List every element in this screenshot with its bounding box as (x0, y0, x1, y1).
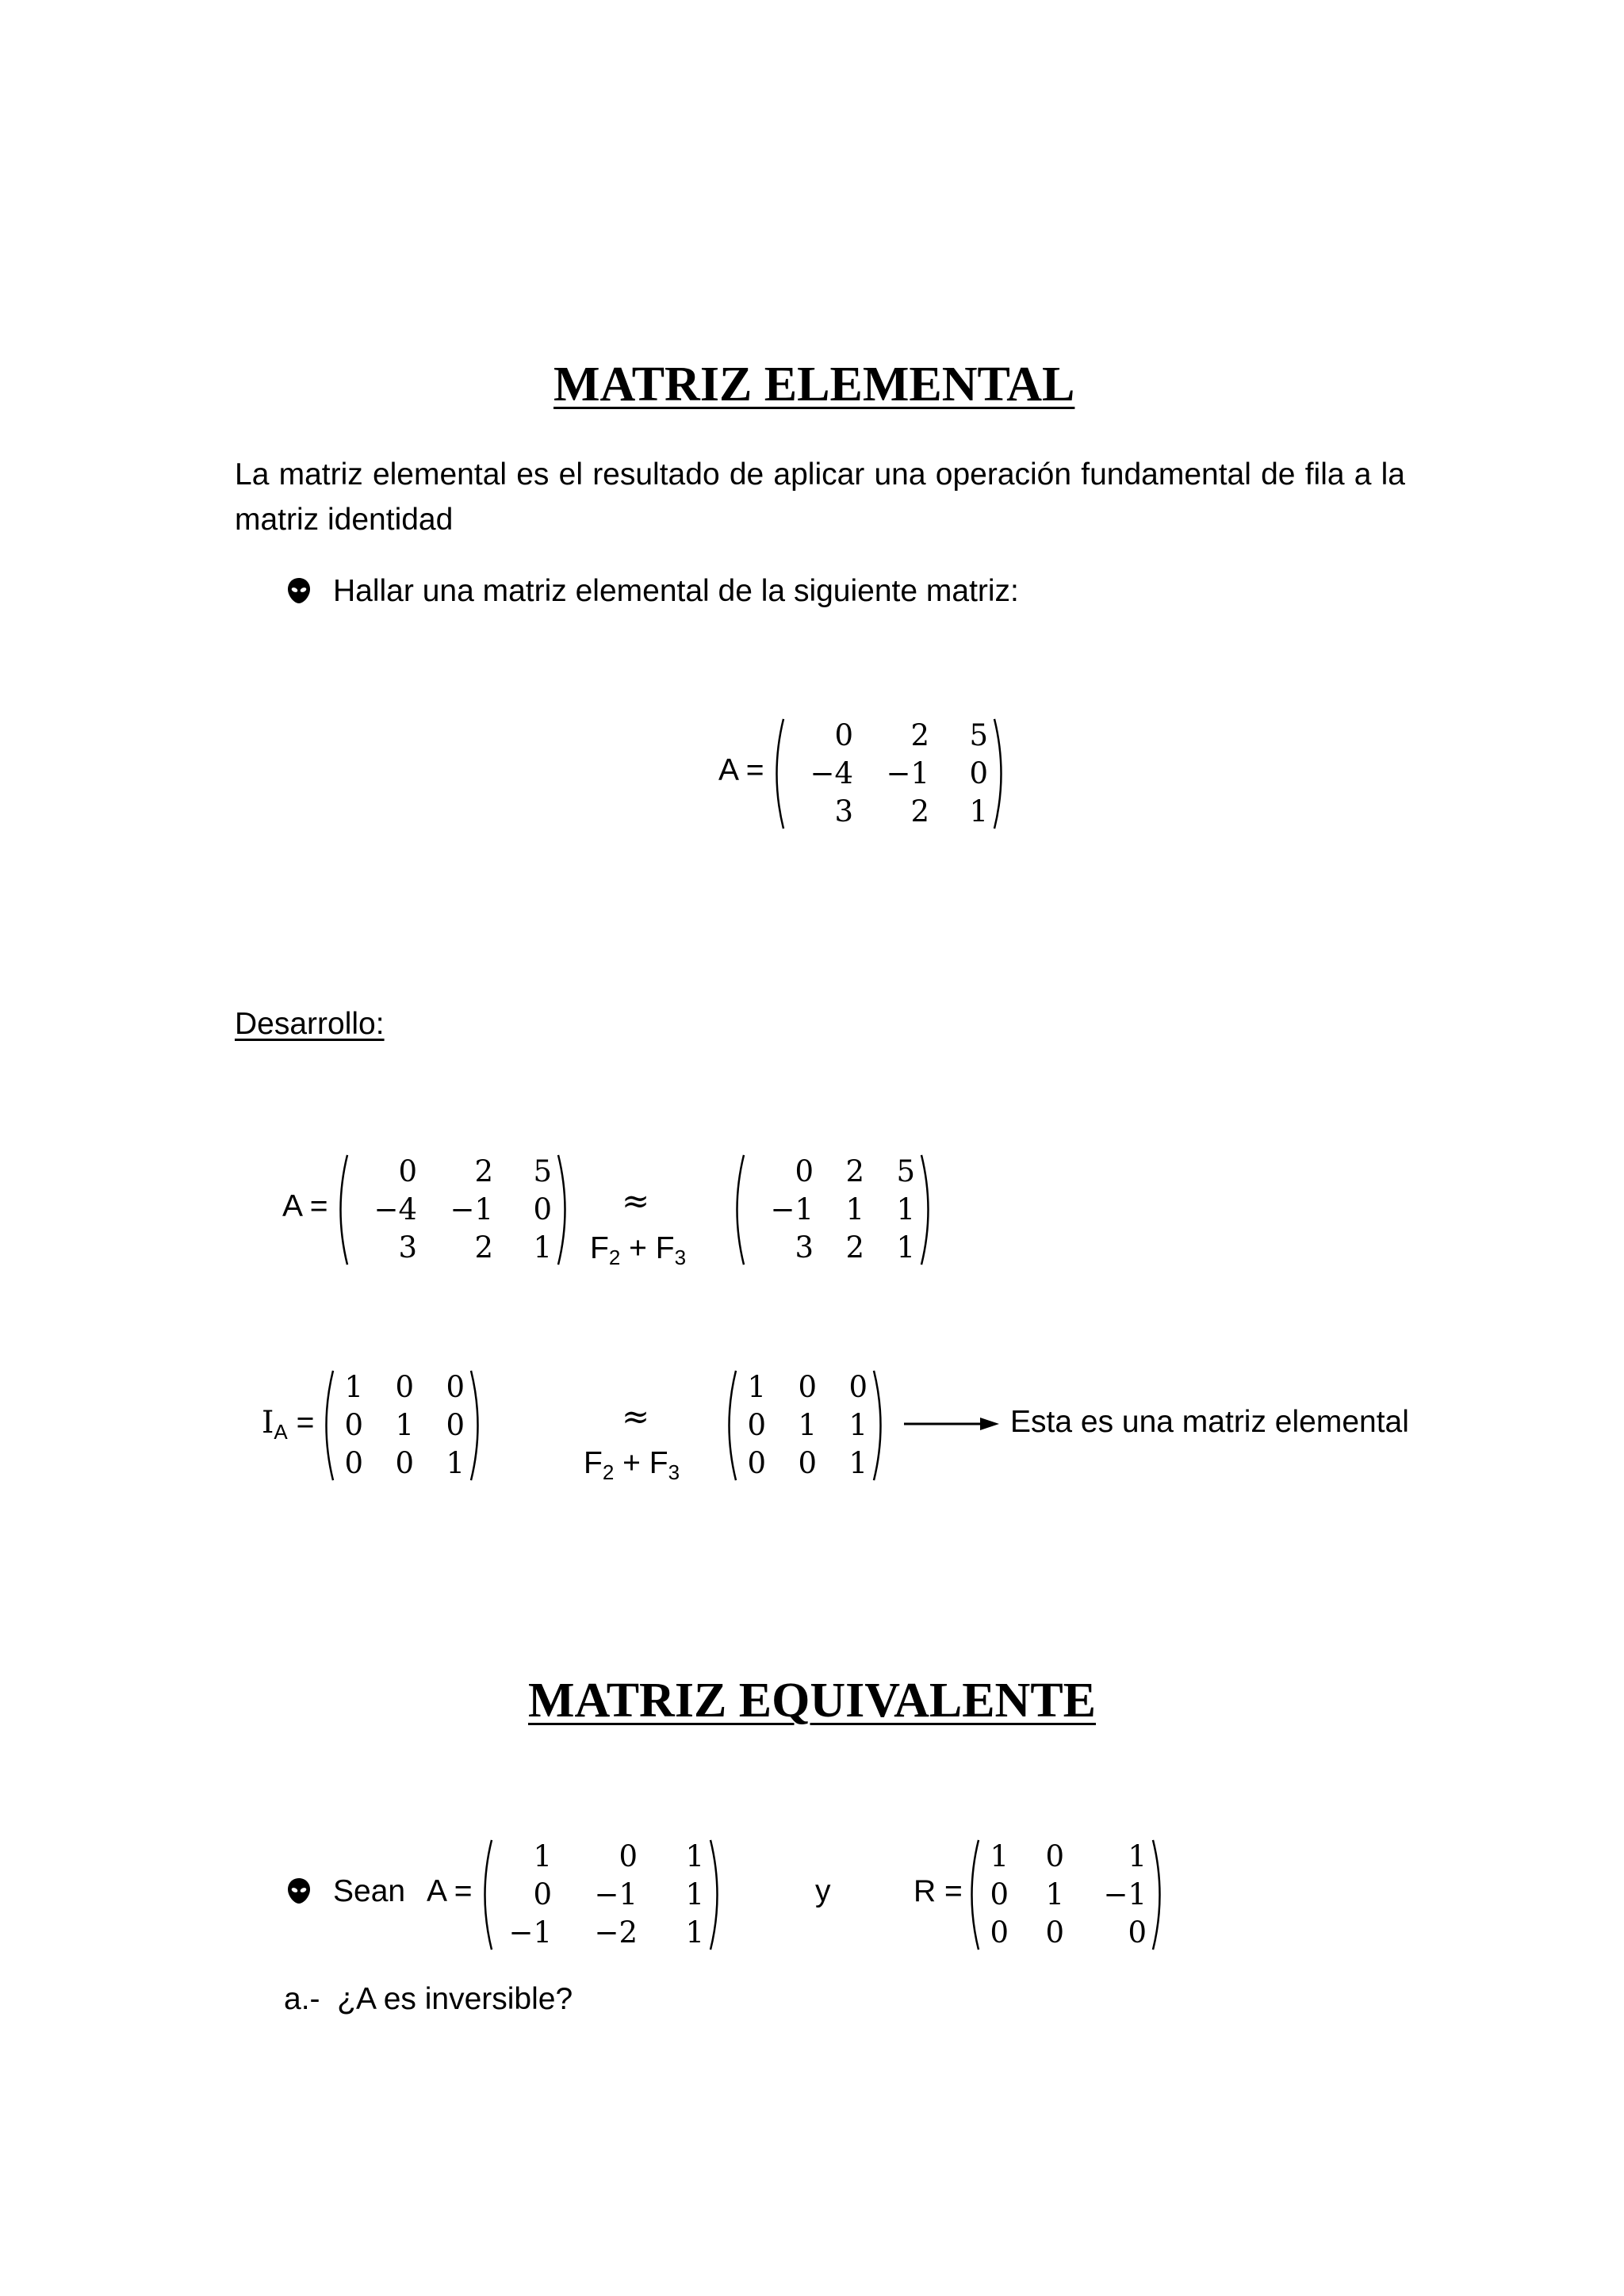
matrix-cell: −2 (594, 1915, 638, 1950)
left-paren-icon (963, 1838, 982, 1952)
matrix-cell: 2 (474, 1230, 493, 1265)
matrix-cell: 0 (848, 1370, 868, 1404)
matrix-cell: 2 (845, 1154, 864, 1188)
right-paren-icon (468, 1368, 487, 1483)
definition-paragraph: La matriz elemental es el resultado de aplicar una operación fundamental de fila a la matriz identidad (235, 457, 1405, 537)
right-paren-icon (707, 1838, 726, 1952)
left-paren-icon (768, 717, 787, 831)
op-plus: + F (614, 1446, 668, 1480)
matrix-cell: 0 (398, 1154, 417, 1188)
matrix-cell: 1 (896, 1230, 915, 1265)
matrix-cell: 1 (848, 1408, 868, 1442)
matrix-cell: −1 (886, 756, 929, 790)
matrix-cell: 2 (845, 1230, 864, 1265)
matrix-cell: −1 (508, 1915, 552, 1950)
eq-matrix-r (963, 1838, 1169, 1952)
step2-left-label (262, 1405, 314, 1445)
matrix-cell: 0 (747, 1446, 766, 1480)
step1-operation (590, 1231, 686, 1270)
right-paren-icon (871, 1368, 890, 1483)
matrix-cell: 1 (344, 1370, 363, 1404)
right-arrow-icon (904, 1414, 999, 1433)
matrix-a-label: A = (718, 753, 764, 787)
matrix-cell: 1 (395, 1408, 414, 1442)
eq-matrix-a-label: A = (427, 1874, 473, 1908)
op-plus: + F (620, 1231, 675, 1265)
conjunction-y: y (815, 1874, 831, 1908)
left-paren-icon (331, 1153, 350, 1267)
identity-sub: A (274, 1420, 288, 1444)
eq-matrix-a-grid (495, 1838, 707, 1952)
right-paren-icon (991, 717, 1010, 831)
task-bullet (287, 577, 311, 608)
step1-approx: ≈ (622, 1181, 650, 1220)
matrix-cell: 0 (798, 1370, 817, 1404)
matrix-cell: 1 (798, 1408, 817, 1442)
sean-text: Sean (333, 1874, 406, 1908)
eq-matrix-a (476, 1838, 726, 1952)
step2-left-grid (336, 1368, 468, 1483)
matrix-cell: −4 (373, 1192, 417, 1226)
matrix-cell: 1 (685, 1877, 704, 1911)
matrix-cell: 0 (395, 1446, 414, 1480)
step1-left-matrix (331, 1153, 574, 1267)
matrix-cell: 0 (395, 1370, 414, 1404)
matrix-cell: 2 (910, 794, 929, 828)
op-f: F (590, 1231, 609, 1265)
eq-matrix-r-label: R = (914, 1874, 963, 1908)
matrix-cell: 1 (685, 1915, 704, 1950)
identity-eq: = (287, 1406, 315, 1440)
matrix-cell: 1 (685, 1839, 704, 1873)
left-paren-icon (720, 1368, 739, 1483)
matrix-cell: 0 (795, 1154, 814, 1188)
matrix-cell: 2 (910, 718, 929, 752)
step2-right-matrix (720, 1368, 890, 1483)
alien-bullet-icon (287, 1877, 311, 1904)
matrix-cell: 0 (446, 1370, 465, 1404)
matrix-cell: 0 (1128, 1915, 1147, 1950)
step2-approx: ≈ (622, 1397, 650, 1436)
matrix-cell: 0 (1045, 1839, 1064, 1873)
op-sub: 3 (674, 1246, 687, 1269)
right-paren-icon (918, 1153, 937, 1267)
elemental-note: Esta es una matriz elemental (1010, 1405, 1409, 1439)
matrix-cell: −4 (810, 756, 853, 790)
matrix-cell: 1 (845, 1192, 864, 1226)
matrix-cell: −1 (770, 1192, 814, 1226)
step2-left-matrix (317, 1368, 487, 1483)
matrix-cell: 0 (969, 756, 988, 790)
op-sub: 3 (668, 1460, 680, 1484)
matrix-cell: 0 (533, 1192, 552, 1226)
matrix-cell: 0 (990, 1915, 1009, 1950)
development-label: Desarrollo: (235, 1007, 385, 1041)
matrix-cell: 3 (834, 794, 853, 828)
right-paren-icon (1150, 1838, 1169, 1952)
matrix-cell: 0 (446, 1408, 465, 1442)
step1-left-label: A = (282, 1189, 328, 1223)
op-f: F (584, 1446, 603, 1480)
matrix-cell: −1 (450, 1192, 493, 1226)
step2-right-grid (739, 1368, 871, 1483)
task-text: Hallar una matriz elemental de la siguiente matriz: (333, 574, 1019, 608)
matrix-a-grid (787, 717, 991, 831)
matrix-cell: 2 (474, 1154, 493, 1188)
title-matriz-equivalente: MATRIZ EQUIVALENTE (528, 1674, 1097, 1728)
matrix-cell: 1 (990, 1839, 1009, 1873)
matrix-cell: 3 (795, 1230, 814, 1265)
matrix-cell: 0 (344, 1446, 363, 1480)
matrix-cell: −1 (594, 1877, 638, 1911)
step2-operation (584, 1446, 680, 1485)
matrix-cell: 1 (896, 1192, 915, 1226)
matrix-cell: 0 (533, 1877, 552, 1911)
matrix-cell: 1 (848, 1446, 868, 1480)
step1-right-grid (747, 1153, 918, 1267)
matrix-cell: 5 (896, 1154, 915, 1188)
matrix-cell: 1 (1128, 1839, 1147, 1873)
matrix-a (768, 717, 1010, 831)
left-paren-icon (317, 1368, 336, 1483)
title-matriz-elemental: MATRIZ ELEMENTAL (553, 358, 1075, 411)
matrix-cell: 5 (533, 1154, 552, 1188)
matrix-cell: 5 (969, 718, 988, 752)
matrix-cell: 1 (533, 1230, 552, 1265)
matrix-cell: 0 (798, 1446, 817, 1480)
matrix-cell: 1 (533, 1839, 552, 1873)
right-paren-icon (555, 1153, 574, 1267)
matrix-cell: 3 (398, 1230, 417, 1265)
sean-bullet (287, 1877, 311, 1908)
matrix-cell: 0 (990, 1877, 1009, 1911)
matrix-cell: 0 (747, 1408, 766, 1442)
left-paren-icon (476, 1838, 495, 1952)
matrix-cell: 1 (747, 1370, 766, 1404)
matrix-cell: 1 (969, 794, 988, 828)
matrix-cell: −1 (1103, 1877, 1147, 1911)
matrix-cell: 0 (344, 1408, 363, 1442)
op-sub: 2 (608, 1246, 621, 1269)
step1-left-grid (350, 1153, 555, 1267)
alien-bullet-icon (287, 577, 311, 604)
matrix-cell: 0 (1045, 1915, 1064, 1950)
eq-matrix-r-grid (982, 1838, 1150, 1952)
left-paren-icon (728, 1153, 747, 1267)
step1-right-matrix (728, 1153, 937, 1267)
identity-i: I (262, 1405, 274, 1441)
question-a: a.- ¿A es inversible? (284, 1982, 573, 2016)
matrix-cell: 0 (834, 718, 853, 752)
matrix-cell: 1 (1045, 1877, 1064, 1911)
matrix-cell: 1 (446, 1446, 465, 1480)
matrix-cell: 0 (619, 1839, 638, 1873)
op-sub: 2 (602, 1460, 615, 1484)
